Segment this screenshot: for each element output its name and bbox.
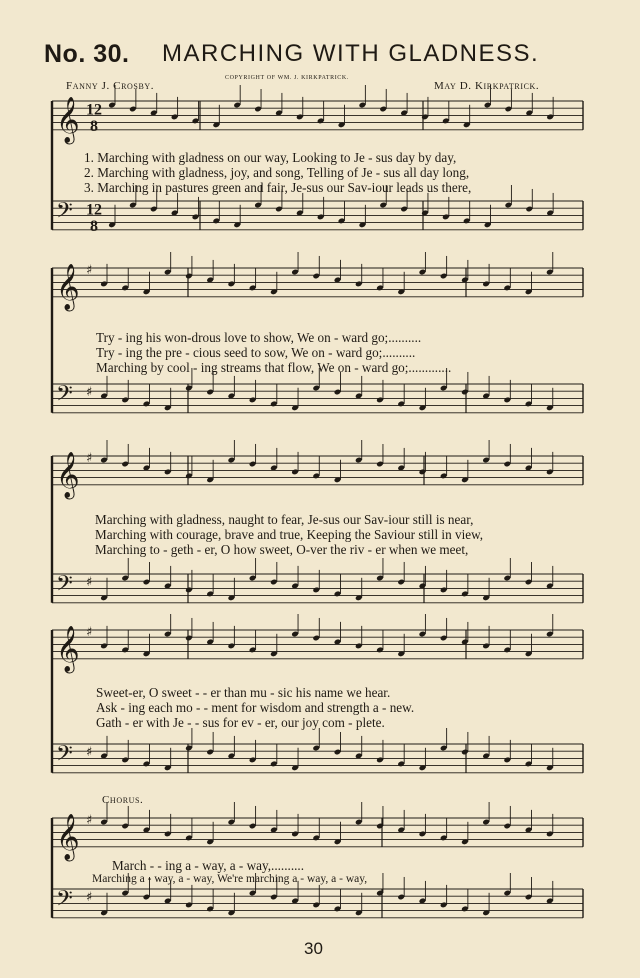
sharp-icon: ♯ [86, 385, 93, 400]
time-signature-top: 12 [86, 101, 102, 119]
system4-verse3: Gath - er with Je - - sus for ev - er, our joy com - plete. [96, 715, 385, 730]
sharp-icon: ♯ [86, 745, 93, 760]
bass-clef-icon: 𝄢 [56, 741, 73, 772]
bass-clef-icon: 𝄢 [56, 571, 73, 602]
system1-verse3: 3. Marching in pastures green and fair, Je-sus our Sav-iour leads us there, [84, 180, 472, 195]
system4-verse1: Sweet-er, O sweet - - er than mu - sic his name we hear. [96, 685, 391, 700]
bass-clef-icon: 𝄢 [56, 381, 73, 412]
bass-clef-icon: 𝄢 [56, 886, 73, 917]
system2-verse1: Try - ing his won-drous love to show, We on - ward go;.......... [96, 330, 422, 345]
chorus-upper-lyric: March - - ing a - way, a - way,.......... [112, 858, 305, 873]
page-number: 30 [304, 939, 323, 958]
system3-verse1: Marching with gladness, naught to fear, Je-sus our Sav-iour still is near, [95, 512, 474, 527]
treble-clef-icon: 𝄞 [56, 625, 80, 672]
system4-verse2: Ask - ing each mo - - ment for wisdom and strength a - new. [96, 700, 415, 715]
sharp-icon: ♯ [86, 575, 93, 590]
copyright-notice: COPYRIGHT OF WM. J. KIRKPATRICK. [225, 75, 349, 81]
chorus-label: Chorus. [102, 794, 144, 806]
hymn-title: MARCHING WITH GLADNESS. [162, 40, 540, 67]
system3-verse3: Marching to - geth - er, O how sweet, O-ver the riv - er when we meet, [95, 542, 469, 557]
system1-verse2: 2. Marching with gladness, joy, and song, Telling of Je - sus all day long, [84, 165, 470, 180]
treble-clef-icon: 𝄞 [56, 96, 80, 143]
system2-verse2: Try - ing the pre - cious seed to sow, We on - ward go;.......... [96, 345, 416, 360]
time-signature-top: 12 [86, 201, 102, 219]
lyricist-credit: Fanny J. Crosby. [66, 80, 155, 92]
composer-credit: May D. Kirkpatrick. [434, 80, 540, 92]
sharp-icon: ♯ [86, 890, 93, 905]
time-signature-bottom: 8 [90, 117, 98, 135]
sharp-icon: ♯ [86, 625, 93, 640]
treble-clef-icon: 𝄞 [56, 451, 80, 498]
hymn-number: No. 30. [44, 40, 130, 68]
treble-clef-icon: 𝄞 [56, 263, 80, 310]
system1-verse1: 1. Marching with gladness on our way, Looking to Je - sus day by day, [84, 150, 457, 165]
staff-systems [52, 85, 583, 918]
bass-clef-icon: 𝄢 [56, 198, 73, 229]
chorus-lower-lyric: Marching a - way, a - way, We're marching a - way, a - way, [92, 873, 368, 885]
sharp-icon: ♯ [86, 451, 93, 466]
system2-verse3: Marching by cool - ing streams that flow, We on - ward go;............. [96, 360, 452, 375]
system3-verse2: Marching with courage, brave and true, Keeping the Saviour still in view, [95, 527, 484, 542]
time-signature-bottom: 8 [90, 217, 98, 235]
sharp-icon: ♯ [86, 263, 93, 278]
sharp-icon: ♯ [86, 813, 93, 828]
treble-clef-icon: 𝄞 [56, 813, 80, 860]
